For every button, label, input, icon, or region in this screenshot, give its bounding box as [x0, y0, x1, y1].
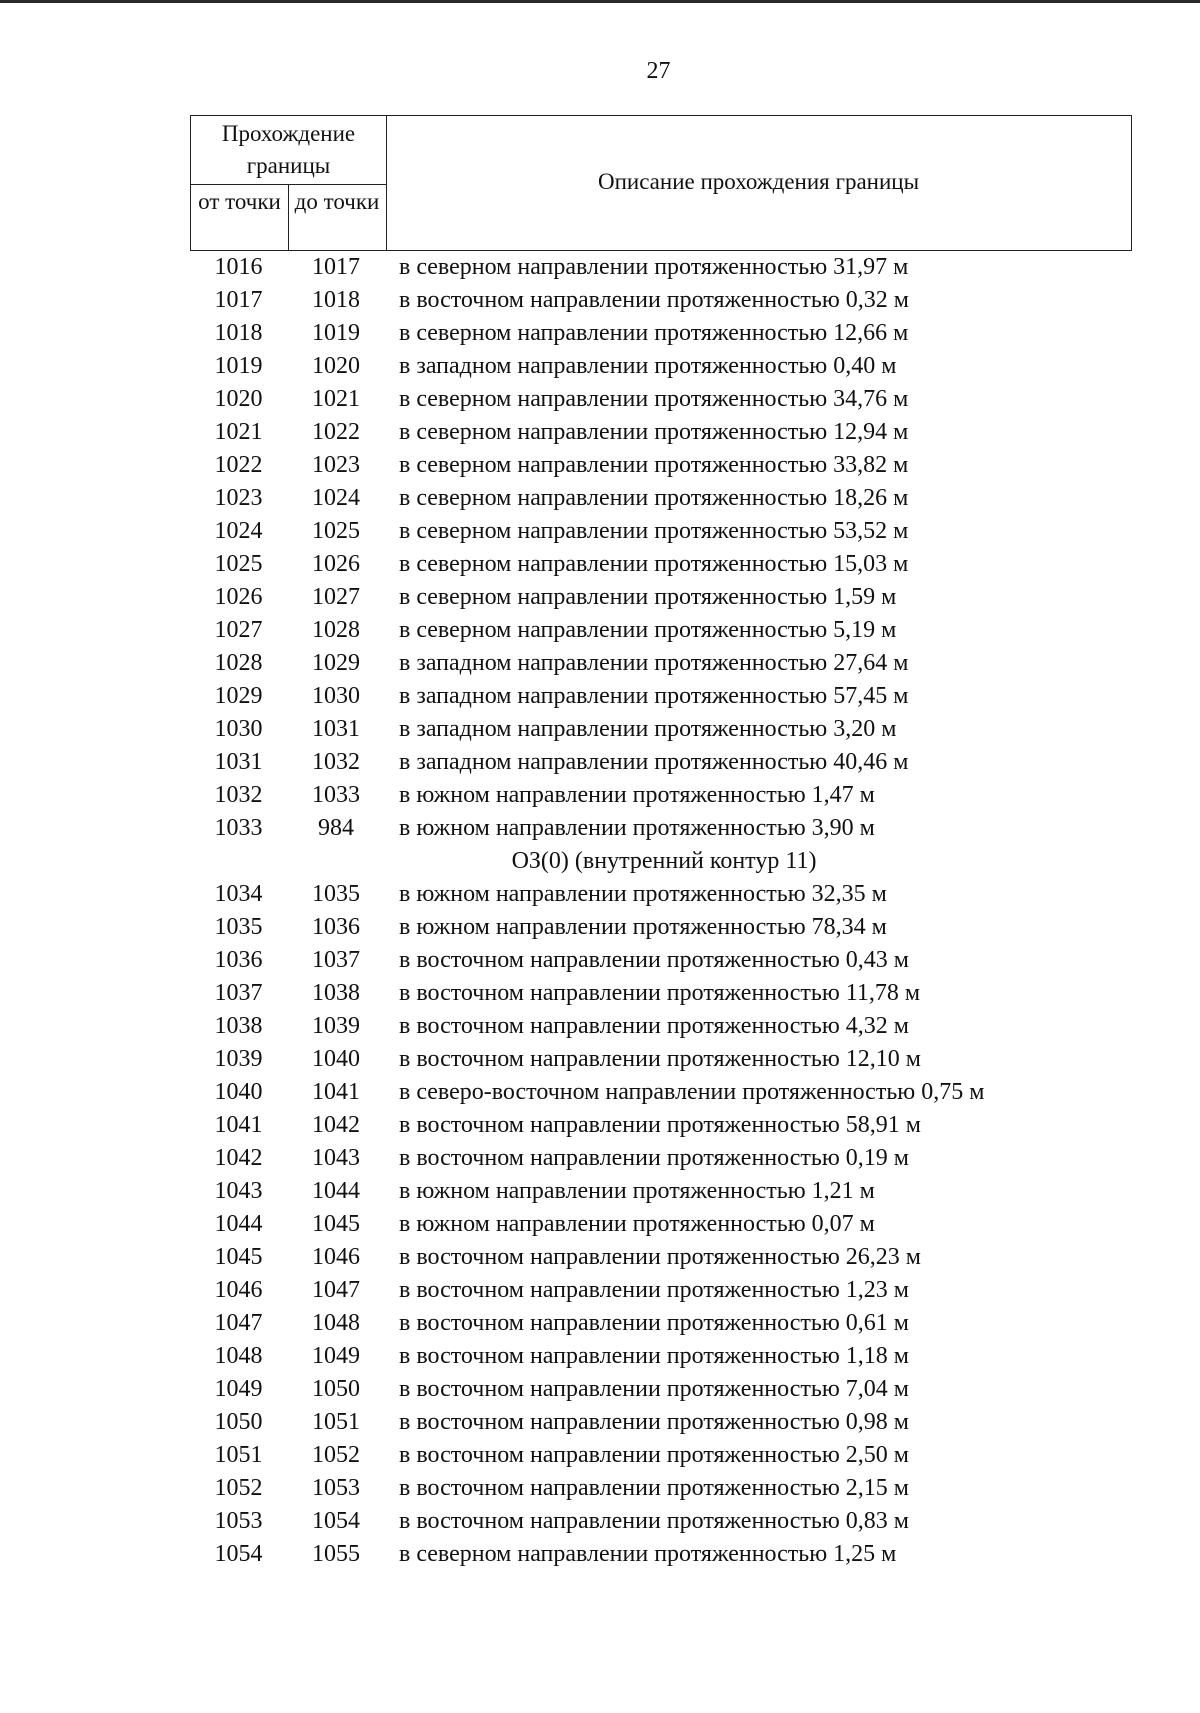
row-description: в восточном направлении протяженностью 11,78 м [399, 980, 921, 1006]
header-group: Прохождение границы [221, 121, 356, 178]
row-description: в восточном направлении протяженностью 0,32 м [399, 287, 909, 313]
table-row [190, 581, 1190, 614]
table-row [190, 680, 1190, 713]
row-description: в восточном направлении протяженностью 1,18 м [399, 1343, 909, 1369]
table-row [190, 1274, 1190, 1307]
row-description: в восточном направлении протяженностью 0,98 м [399, 1409, 909, 1435]
table-row [190, 1109, 1190, 1142]
row-to: 1028 [312, 617, 360, 643]
table-row [190, 416, 1190, 449]
row-to: 1029 [312, 650, 360, 676]
row-description: в северном направлении протяженностью 1,59 м [399, 584, 897, 610]
row-from: 1044 [214, 1211, 263, 1237]
table-row [190, 482, 1190, 515]
row-from: 1050 [214, 1409, 263, 1435]
row-description: в восточном направлении протяженностью 12,10 м [399, 1046, 921, 1072]
table-row [190, 1241, 1190, 1274]
row-from: 1021 [214, 419, 263, 445]
row-to: 1026 [312, 551, 360, 577]
table-row [190, 647, 1190, 680]
row-to: 1035 [312, 881, 360, 907]
row-description: в северном направлении протяженностью 34,76 м [399, 386, 909, 412]
row-to: 1023 [312, 452, 360, 478]
row-description: в северном направлении протяженностью 15,03 м [399, 551, 909, 577]
row-from: 1016 [214, 254, 263, 280]
row-description: в южном направлении протяженностью 1,21 м [399, 1178, 875, 1204]
row-to: 1020 [312, 353, 360, 379]
table-row [190, 317, 1190, 350]
row-from: 1019 [214, 353, 263, 379]
table-row [190, 1307, 1190, 1340]
table-row [190, 1340, 1190, 1373]
table-row [190, 812, 1190, 845]
table-row [190, 614, 1190, 647]
table-row [190, 1439, 1190, 1472]
row-to: 1031 [312, 716, 360, 742]
row-to: 1051 [312, 1409, 360, 1435]
row-description: в южном направлении протяженностью 0,07 м [399, 1211, 875, 1237]
header-to: до точки [294, 189, 380, 214]
row-to: 1033 [312, 782, 360, 808]
table-row [190, 878, 1190, 911]
row-description: в северном направлении протяженностью 18,26 м [399, 485, 909, 511]
table-row [190, 1043, 1190, 1076]
row-from: 1033 [214, 815, 263, 841]
table-row [190, 1208, 1190, 1241]
row-description: в южном направлении протяженностью 3,90 м [399, 815, 875, 841]
row-to: 1037 [312, 947, 360, 973]
row-description: в восточном направлении протяженностью 4,32 м [399, 1013, 909, 1039]
row-description: в западном направлении протяженностью 0,40 м [399, 353, 897, 379]
row-to: 1042 [312, 1112, 360, 1138]
row-from: 1039 [214, 1046, 263, 1072]
row-to: 1043 [312, 1145, 360, 1171]
row-from: 1027 [214, 617, 263, 643]
row-from: 1035 [214, 914, 263, 940]
row-description: в восточном направлении протяженностью 0,19 м [399, 1145, 909, 1171]
row-from: 1025 [214, 551, 263, 577]
row-from: 1024 [214, 518, 263, 544]
table-row [190, 1076, 1190, 1109]
table-row [190, 779, 1190, 812]
table-row [190, 1142, 1190, 1175]
row-to: 1022 [312, 419, 360, 445]
row-from: 1028 [214, 650, 263, 676]
row-from: 1034 [214, 881, 263, 907]
table-row [190, 1505, 1190, 1538]
row-description: в северном направлении протяженностью 31,97 м [399, 254, 909, 280]
row-description: в восточном направлении протяженностью 26,23 м [399, 1244, 921, 1270]
table-row [190, 1406, 1190, 1439]
row-from: 1043 [214, 1178, 263, 1204]
row-from: 1040 [214, 1079, 263, 1105]
row-description: в западном направлении протяженностью 57,45 м [399, 683, 909, 709]
row-to: 1054 [312, 1508, 360, 1534]
row-from: 1017 [214, 287, 263, 313]
table-row [190, 1538, 1190, 1571]
row-from: 1020 [214, 386, 263, 412]
row-description: в восточном направлении протяженностью 0,43 м [399, 947, 909, 973]
row-from: 1026 [214, 584, 263, 610]
page-number: 27 [646, 58, 671, 84]
row-to: 1039 [312, 1013, 360, 1039]
table-row [190, 911, 1190, 944]
row-description: в восточном направлении протяженностью 2,15 м [399, 1475, 909, 1501]
row-description: в северном направлении протяженностью 1,25 м [399, 1541, 897, 1567]
row-to: 1053 [312, 1475, 360, 1501]
row-from: 1045 [214, 1244, 263, 1270]
row-description: в восточном направлении протяженностью 7,04 м [399, 1376, 909, 1402]
row-from: 1031 [214, 749, 263, 775]
table-row [190, 284, 1190, 317]
row-to: 1030 [312, 683, 360, 709]
row-from: 1053 [214, 1508, 263, 1534]
header-description: Описание прохождения границы [597, 169, 920, 194]
table-header [190, 115, 1132, 251]
row-description: в восточном направлении протяженностью 2,50 м [399, 1442, 909, 1468]
row-description: в западном направлении протяженностью 40,46 м [399, 749, 909, 775]
row-from: 1051 [214, 1442, 263, 1468]
table-row [190, 1472, 1190, 1505]
row-description: в северном направлении протяженностью 12,94 м [399, 419, 909, 445]
row-description: в восточном направлении протяженностью 58,91 м [399, 1112, 921, 1138]
table-row [190, 1373, 1190, 1406]
table-row [190, 1010, 1190, 1043]
table-row [190, 1175, 1190, 1208]
row-description: в северном направлении протяженностью 12,66 м [399, 320, 909, 346]
table-row [190, 977, 1190, 1010]
row-description: в восточном направлении протяженностью 0,61 м [399, 1310, 909, 1336]
row-description: в северном направлении протяженностью 5,19 м [399, 617, 897, 643]
row-to: 1025 [312, 518, 360, 544]
row-to: 1017 [312, 254, 360, 280]
row-description: в южном направлении протяженностью 32,35 м [399, 881, 887, 907]
row-from: 1023 [214, 485, 263, 511]
table-row [190, 515, 1190, 548]
row-from: 1018 [214, 320, 263, 346]
row-from: 1038 [214, 1013, 263, 1039]
row-to: 1055 [312, 1541, 360, 1567]
table-row [190, 548, 1190, 581]
table-row [190, 449, 1190, 482]
row-to: 1040 [312, 1046, 360, 1072]
row-to: 1047 [312, 1277, 360, 1303]
row-from: 1052 [214, 1475, 263, 1501]
row-description: в западном направлении протяженностью 3,20 м [399, 716, 897, 742]
row-to: 1019 [312, 320, 360, 346]
table-row [190, 746, 1190, 779]
row-to: 1038 [312, 980, 360, 1006]
row-to: 1045 [312, 1211, 360, 1237]
row-from: 1046 [214, 1277, 263, 1303]
row-from: 1054 [214, 1541, 263, 1567]
row-from: 1037 [214, 980, 263, 1006]
row-description: в восточном направлении протяженностью 0,83 м [399, 1508, 909, 1534]
row-from: 1047 [214, 1310, 263, 1336]
scan-edge [0, 0, 1200, 3]
table-row [190, 350, 1190, 383]
row-to: 1052 [312, 1442, 360, 1468]
row-description: в северном направлении протяженностью 33,82 м [399, 452, 909, 478]
table-row [190, 944, 1190, 977]
row-to: 1018 [312, 287, 360, 313]
row-to: 1027 [312, 584, 360, 610]
row-to: 1050 [312, 1376, 360, 1402]
row-from: 1030 [214, 716, 263, 742]
row-to: 984 [318, 815, 354, 841]
section-title: ОЗ(0) (внутренний контур 11) [511, 848, 817, 874]
row-to: 1024 [312, 485, 360, 511]
row-description: в южном направлении протяженностью 78,34 м [399, 914, 887, 940]
row-from: 1022 [214, 452, 263, 478]
header-divider [191, 184, 386, 185]
row-to: 1044 [312, 1178, 360, 1204]
row-to: 1036 [312, 914, 360, 940]
row-from: 1029 [214, 683, 263, 709]
row-to: 1046 [312, 1244, 360, 1270]
row-to: 1048 [312, 1310, 360, 1336]
row-description: в восточном направлении протяженностью 1,23 м [399, 1277, 909, 1303]
table-row [190, 383, 1190, 416]
row-from: 1041 [214, 1112, 263, 1138]
row-from: 1049 [214, 1376, 263, 1402]
row-description: в северном направлении протяженностью 53,52 м [399, 518, 909, 544]
row-description: в западном направлении протяженностью 27,64 м [399, 650, 909, 676]
table-body [190, 251, 1190, 1571]
section-row [190, 845, 1190, 878]
row-to: 1041 [312, 1079, 360, 1105]
row-to: 1049 [312, 1343, 360, 1369]
row-description: в северо-восточном направлении протяженностью 0,75 м [399, 1079, 985, 1105]
row-to: 1032 [312, 749, 360, 775]
table-row [190, 251, 1190, 284]
header-from: от точки [198, 189, 281, 214]
row-from: 1036 [214, 947, 263, 973]
row-description: в южном направлении протяженностью 1,47 м [399, 782, 875, 808]
row-from: 1048 [214, 1343, 263, 1369]
row-from: 1042 [214, 1145, 263, 1171]
row-from: 1032 [214, 782, 263, 808]
table-row [190, 713, 1190, 746]
row-to: 1021 [312, 386, 360, 412]
